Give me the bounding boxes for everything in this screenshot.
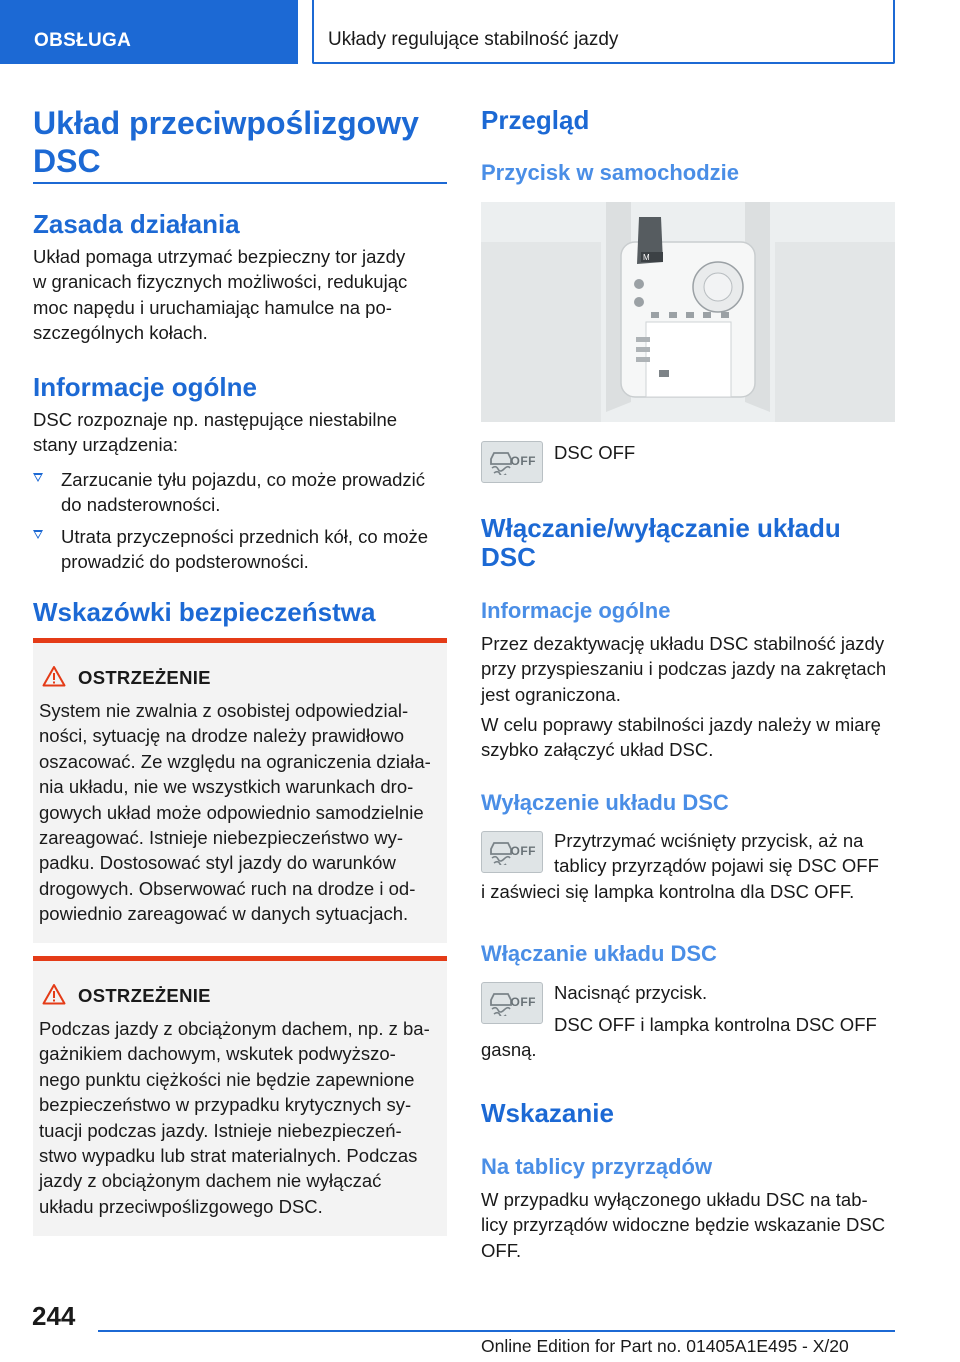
page-number: 244	[32, 1301, 76, 1331]
bullet-item	[33, 524, 447, 576]
text-line: tablicy przyrządów pojawi się DSC OFF	[554, 855, 879, 877]
title-underline	[33, 182, 447, 184]
dsc-off-button-icon	[481, 982, 543, 1024]
text-line: układu przeciwpoślizgowego DSC.	[39, 1195, 323, 1217]
icon-off-label: OFF	[510, 844, 536, 858]
warning-text	[39, 1016, 441, 1219]
on-text-line2: DSC OFF i lampka kontrolna DSC OFF	[554, 1014, 877, 1035]
text-line: System nie zwalnia z osobistej odpowiedzial‐	[39, 700, 409, 721]
text-line: powiednio zareagować w danych sytuacjach.	[39, 903, 409, 925]
off-text-indented	[554, 828, 894, 879]
text-line: ności, sytuację na drodze należy prawidłowo	[39, 725, 405, 747]
warning-title: OSTRZEŻENIE	[78, 667, 211, 688]
header-section-tab	[0, 0, 298, 64]
text-line: szybko załączyć układ DSC.	[481, 739, 714, 761]
text-line: do nadsterowności.	[61, 494, 221, 516]
off-text: i zaświeci się lampka kontrolna dla DSC OFF.	[481, 881, 855, 902]
page-title-line2: DSC	[33, 143, 101, 179]
text-line: Układ pomaga utrzymać bezpieczny tor jazdy	[33, 246, 406, 267]
on-heading: Włączanie układu DSC	[481, 941, 717, 966]
on-text-line3: gasną.	[481, 1039, 537, 1060]
header-section-label: OBSŁUGA	[34, 30, 132, 51]
text-line: przy przyspieszaniu i podczas jazdy na zakrętach	[481, 658, 887, 680]
text-line: jazdy z obciążonym dachem nie wyłączać	[39, 1170, 382, 1192]
button-heading: Przycisk w samochodzie	[481, 160, 739, 185]
svg-text:M: M	[643, 253, 650, 262]
display-heading: Wskazanie	[481, 1098, 614, 1128]
page-title-line1: Układ przeciwpoślizgowy	[33, 105, 419, 141]
warning-text	[39, 698, 441, 927]
text-line: stany urządzenia:	[33, 434, 179, 456]
text-line: jest ograniczona.	[481, 683, 621, 705]
center-console-illustration	[481, 202, 895, 422]
text-line: Zarzucanie tyłu pojazdu, co może prowadzić	[61, 469, 426, 490]
text-line: w granicach fizycznych możliwości, redukując	[33, 271, 408, 293]
text-line: bezpieczeństwo w przypadku krytycznych sy‐	[39, 1094, 412, 1116]
footer-divider	[98, 1330, 895, 1332]
on-text-line1: Nacisnąć przycisk.	[554, 982, 708, 1003]
general-text	[33, 407, 447, 458]
bullet-item	[33, 467, 447, 519]
footer-edition: Online Edition for Part no. 01405A1E495 - X/20	[481, 1336, 849, 1356]
cluster-text	[481, 1187, 895, 1263]
warning-title: OSTRZEŻENIE	[78, 985, 211, 1006]
warning-box	[33, 638, 447, 943]
button-caption: DSC OFF	[554, 442, 636, 463]
onoff-heading-line2: DSC	[481, 542, 536, 572]
principle-heading: Zasada działania	[33, 209, 240, 239]
triangle-bullet-icon	[33, 530, 43, 539]
text-line: gażnikiem dachowym, wskutek podwyższo‐	[39, 1043, 396, 1065]
text-line: drogowych. Obserwować ruch na drodze i od‐	[39, 877, 416, 899]
text-line: Utrata przyczepności przednich kół, co może	[61, 526, 429, 547]
text-line: tuacji podczas jazdy. Istnieje niebezpieczeń‐	[39, 1119, 402, 1141]
text-line: zareagować. Istnieje niebezpieczeństwo wy‐	[39, 827, 404, 849]
text-line: OFF.	[481, 1239, 522, 1261]
text-line: licy przyrządów widoczne będzie wskazanie DSC	[481, 1214, 886, 1236]
text-line: W przypadku wyłączonego układu DSC na tab‐	[481, 1189, 868, 1210]
center-console-photo	[481, 202, 895, 422]
info2-text	[481, 712, 895, 763]
text-line: prowadzić do podsterowności.	[61, 551, 309, 573]
info-text	[481, 631, 895, 707]
warning-triangle-icon	[42, 665, 66, 687]
text-line: nego punktu ciężkości nie będzie zapewnione	[39, 1068, 415, 1090]
onoff-heading-line1: Włączanie/wyłączanie układu	[481, 513, 841, 543]
off-heading: Wyłączenie układu DSC	[481, 790, 729, 815]
warning-box	[33, 956, 447, 1236]
icon-off-label: OFF	[510, 995, 536, 1009]
text-line: moc napędu i uruchamiając hamulce na po‐	[33, 296, 392, 318]
principle-text	[33, 244, 447, 346]
text-line: stwo wypadku lub strat materialnych. Podczas	[39, 1145, 418, 1167]
triangle-bullet-icon	[33, 473, 43, 482]
text-line: nia układu, nie we wszystkich warunkach dro‐	[39, 776, 414, 798]
text-line: DSC rozpoznaje np. następujące niestabilne	[33, 409, 398, 430]
header-chapter-box	[312, 0, 895, 64]
text-line: Przez dezaktywację układu DSC stabilność jazdy	[481, 633, 885, 654]
overview-heading: Przegląd	[481, 105, 590, 135]
text-line: Przytrzymać wciśnięty przycisk, aż na	[554, 830, 864, 851]
text-line: szczególnych kołach.	[33, 322, 208, 344]
safety-heading: Wskazówki bezpieczeństwa	[33, 597, 376, 627]
text-line: oszacować. Ze względu na ograniczenia działa‐	[39, 750, 431, 772]
text-line: gowych układ może odpowiednio samodzielnie	[39, 801, 424, 823]
warning-triangle-icon	[42, 983, 66, 1005]
cluster-heading: Na tablicy przyrządów	[481, 1154, 713, 1179]
dsc-off-button-icon	[481, 441, 543, 483]
text-line: Podczas jazdy z obciążonym dachem, np. z ba‐	[39, 1018, 430, 1039]
icon-off-label: OFF	[510, 454, 536, 468]
header-chapter-label: Układy regulujące stabilność jazdy	[328, 29, 619, 50]
dsc-off-button-icon	[481, 831, 543, 873]
general-heading: Informacje ogólne	[33, 372, 257, 402]
info-heading: Informacje ogólne	[481, 598, 671, 623]
text-line: W celu poprawy stabilności jazdy należy w miarę	[481, 714, 881, 735]
text-line: padku. Dostosować styl jazdy do warunków	[39, 852, 396, 874]
